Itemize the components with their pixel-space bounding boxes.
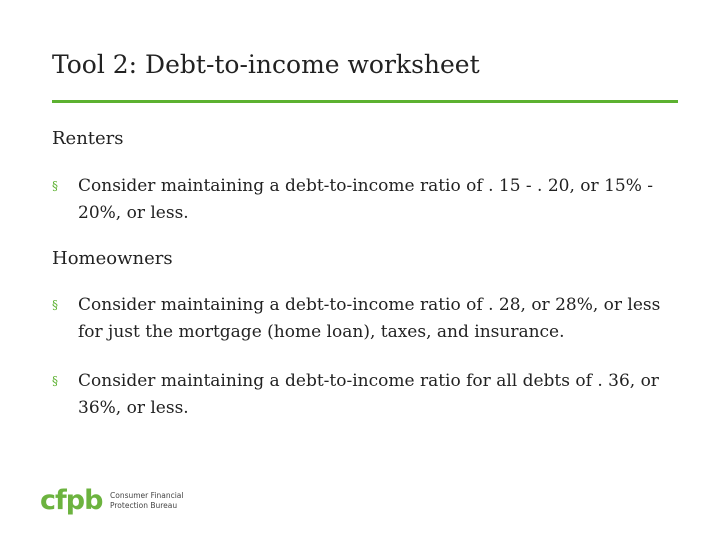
bullet-text: Consider maintaining a debt-to-income ratio of . 15 - . 20, or 15% - 20%, or less. xyxy=(78,176,654,223)
cfpb-logo xyxy=(40,486,190,520)
bullet-homeowners-all-debts xyxy=(52,368,682,422)
bullet-icon: § xyxy=(52,374,58,388)
bullet-icon: § xyxy=(52,298,58,312)
bullet-text: Consider maintaining a debt-to-income ratio for all debts of . 36, or 36%, or less. xyxy=(78,371,659,418)
bullet-homeowners-mortgage xyxy=(52,292,682,346)
section-heading-renters: Renters xyxy=(52,128,124,149)
title-divider xyxy=(52,100,678,103)
cfpb-logo-line1: Consumer Financial xyxy=(110,491,184,500)
cfpb-logo-line2: Protection Bureau xyxy=(110,501,178,510)
section-heading-homeowners: Homeowners xyxy=(52,248,173,269)
cfpb-logo-text xyxy=(110,491,183,511)
slide-title: Tool 2: Debt-to-income worksheet xyxy=(52,50,480,79)
bullet-icon: § xyxy=(52,179,58,193)
bullet-text: Consider maintaining a debt-to-income ratio of . 28, or 28%, or less for just the mortgage (home loan), taxes, and insurance. xyxy=(78,295,661,342)
bullet-renters-ratio xyxy=(52,173,682,227)
cfpb-logo-mark: cfpb xyxy=(40,485,103,516)
